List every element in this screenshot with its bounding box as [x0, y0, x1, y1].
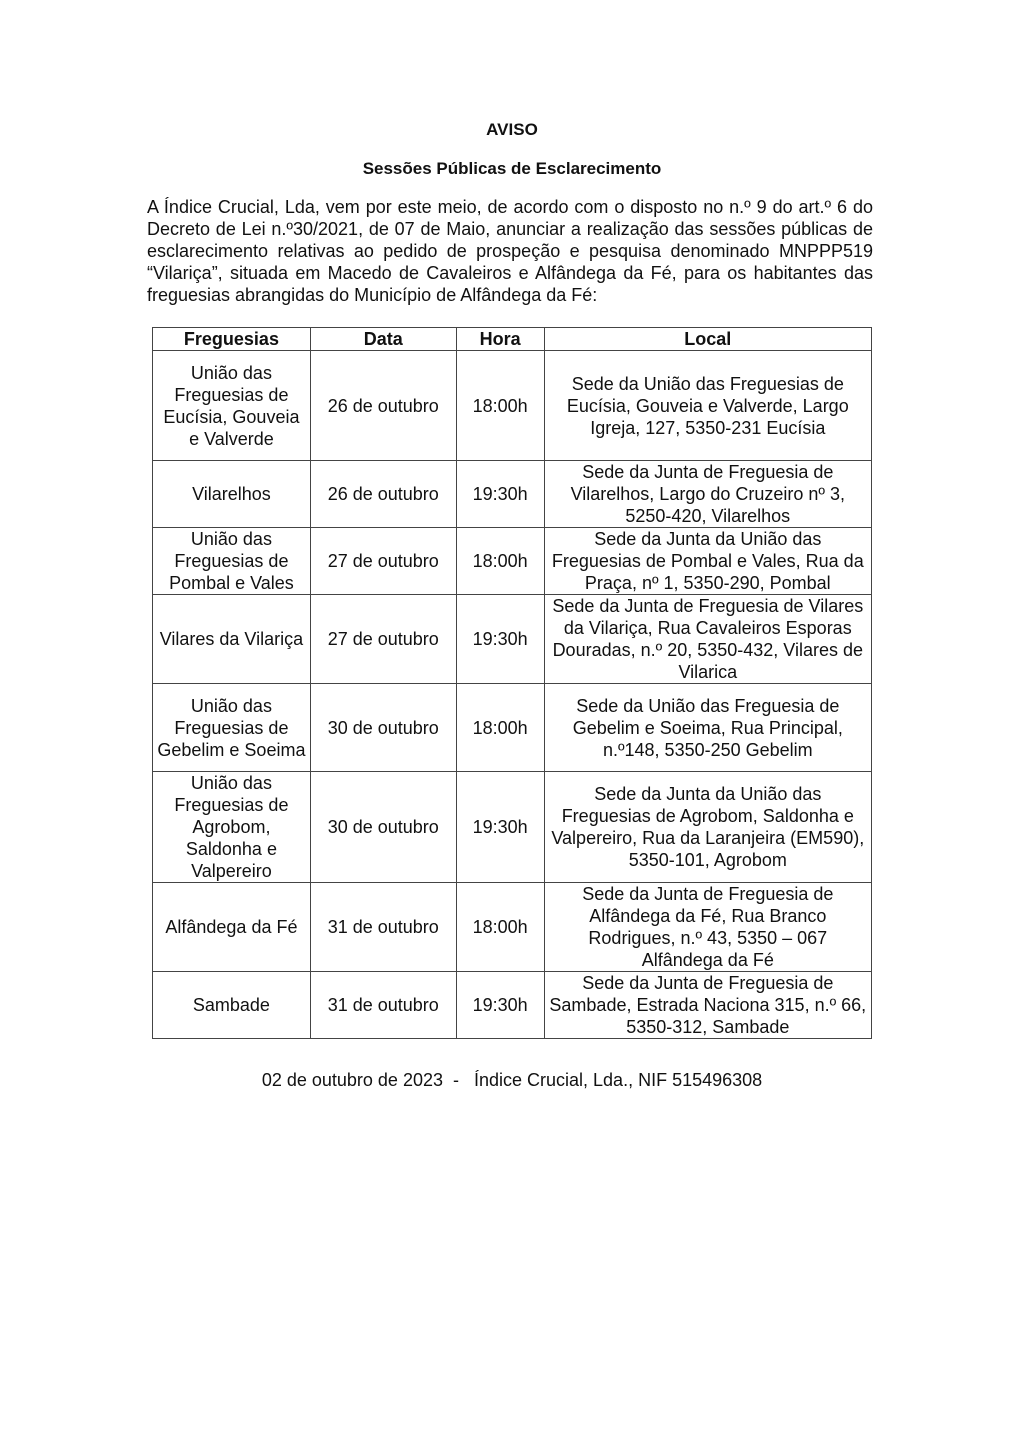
- table-row: [153, 883, 872, 972]
- cell-data: 30 de outubro: [310, 772, 456, 883]
- cell-hora: 18:00h: [456, 351, 544, 461]
- cell-data: 26 de outubro: [310, 461, 456, 528]
- cell-data: 27 de outubro: [310, 528, 456, 595]
- cell-data: 27 de outubro: [310, 595, 456, 684]
- cell-freguesia: União das Freguesias de Pombal e Vales: [153, 528, 311, 595]
- cell-freguesia: Alfândega da Fé: [153, 883, 311, 972]
- cell-hora: 19:30h: [456, 772, 544, 883]
- cell-hora: 19:30h: [456, 972, 544, 1039]
- cell-local: Sede da União das Freguesias de Eucísia, Gouveia e Valverde, Largo Igreja, 127, 5350-231 Eucísia: [544, 351, 871, 461]
- cell-local: Sede da Junta de Freguesia de Sambade, Estrada Naciona 315, n.º 66, 5350-312, Sambade: [544, 972, 871, 1039]
- cell-freguesia: Vilarelhos: [153, 461, 311, 528]
- cell-freguesia: União das Freguesias de Gebelim e Soeima: [153, 684, 311, 772]
- table-row: [153, 461, 872, 528]
- table-row: [153, 595, 872, 684]
- header-hora: Hora: [456, 328, 544, 351]
- cell-freguesia: Sambade: [153, 972, 311, 1039]
- intro-paragraph: A Índice Crucial, Lda, vem por este meio, de acordo com o disposto no n.º 9 do art.º 6 do Decreto de Lei n.º30/2021, de 07 de Maio, anunciar a realização das sessões públicas de esclarecimento relativas ao pedido de prospeção e pesquisa denominado MNPPP519 “Vilariça”, situada em Macedo de Cavaleiros e Alfândega da Fé, para os habitantes das freguesias abrangidas do Município de Alfândega da Fé:: [147, 197, 873, 305]
- header-data: Data: [310, 328, 456, 351]
- header-local: Local: [544, 328, 871, 351]
- table-row: [153, 528, 872, 595]
- table-row: [153, 972, 872, 1039]
- table-header-row: [153, 328, 872, 351]
- cell-hora: 19:30h: [456, 595, 544, 684]
- cell-data: 31 de outubro: [310, 972, 456, 1039]
- cell-hora: 19:30h: [456, 461, 544, 528]
- cell-freguesia: União das Freguesias de Agrobom, Saldonha e Valpereiro: [153, 772, 311, 883]
- cell-freguesia: União das Freguesias de Eucísia, Gouveia e Valverde: [153, 351, 311, 461]
- table-row: [153, 351, 872, 461]
- page-subtitle: Sessões Públicas de Esclarecimento: [362, 159, 662, 178]
- cell-local: Sede da Junta de Freguesia de Alfândega da Fé, Rua Branco Rodrigues, n.º 43, 5350 – 067 Alfândega da Fé: [544, 883, 871, 972]
- cell-hora: 18:00h: [456, 883, 544, 972]
- table-row: [153, 772, 872, 883]
- cell-freguesia: Vilares da Vilariça: [153, 595, 311, 684]
- cell-hora: 18:00h: [456, 684, 544, 772]
- sessions-table: [152, 327, 872, 1039]
- cell-data: 31 de outubro: [310, 883, 456, 972]
- cell-local: Sede da Junta da União das Freguesias de Pombal e Vales, Rua da Praça, nº 1, 5350-290, Pombal: [544, 528, 871, 595]
- cell-local: Sede da União das Freguesia de Gebelim e Soeima, Rua Principal, n.º148, 5350-250 Gebelim: [544, 684, 871, 772]
- page-title: AVISO: [486, 120, 538, 139]
- cell-local: Sede da Junta da União das Freguesias de Agrobom, Saldonha e Valpereiro, Rua da Laranjeira (EM590), 5350-101, Agrobom: [544, 772, 871, 883]
- cell-local: Sede da Junta de Freguesia de Vilares da Vilariça, Rua Cavaleiros Esporas Douradas, n.º 20, 5350-432, Vilares de Vilarica: [544, 595, 871, 684]
- cell-data: 26 de outubro: [310, 351, 456, 461]
- cell-data: 30 de outubro: [310, 684, 456, 772]
- footer-signature: 02 de outubro de 2023 - Índice Crucial, Lda., NIF 515496308: [261, 1070, 763, 1090]
- header-freguesias: Freguesias: [153, 328, 311, 351]
- cell-local: Sede da Junta de Freguesia de Vilarelhos, Largo do Cruzeiro nº 3, 5250-420, Vilarelhos: [544, 461, 871, 528]
- table-row: [153, 684, 872, 772]
- cell-hora: 18:00h: [456, 528, 544, 595]
